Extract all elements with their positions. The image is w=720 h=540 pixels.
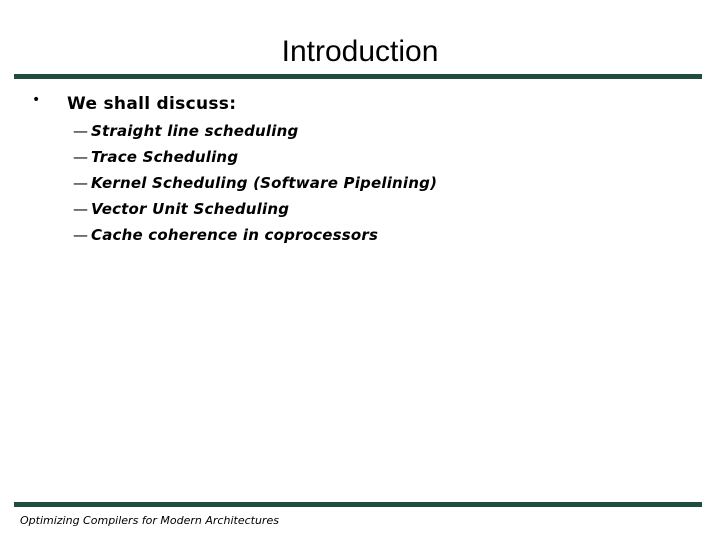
- sub-bullet-text: Vector Unit Scheduling: [91, 200, 290, 218]
- dash-icon: —: [73, 148, 89, 166]
- sub-bullet-item: [73, 222, 437, 248]
- sub-bullet-item: [73, 170, 437, 196]
- dash-icon: —: [73, 122, 89, 140]
- bullet-icon: •: [32, 92, 41, 108]
- title-divider: [14, 74, 702, 79]
- footer-text: Optimizing Compilers for Modern Architectures: [20, 514, 279, 527]
- slide-title: Introduction: [281, 35, 439, 68]
- sub-bullet-item: [73, 144, 437, 170]
- dash-icon: —: [73, 200, 89, 218]
- sub-bullet-item: [73, 118, 437, 144]
- footer-divider: [14, 502, 702, 507]
- dash-icon: —: [73, 226, 89, 244]
- sub-bullet-text: Straight line scheduling: [91, 122, 299, 140]
- lead-text: We shall discuss:: [67, 94, 237, 114]
- sub-bullet-list: [73, 118, 437, 248]
- sub-bullet-text: Kernel Scheduling (Software Pipelining): [91, 174, 438, 192]
- dash-icon: —: [73, 174, 89, 192]
- sub-bullet-text: Trace Scheduling: [91, 148, 239, 166]
- sub-bullet-text: Cache coherence in coprocessors: [91, 226, 379, 244]
- sub-bullet-item: [73, 196, 437, 222]
